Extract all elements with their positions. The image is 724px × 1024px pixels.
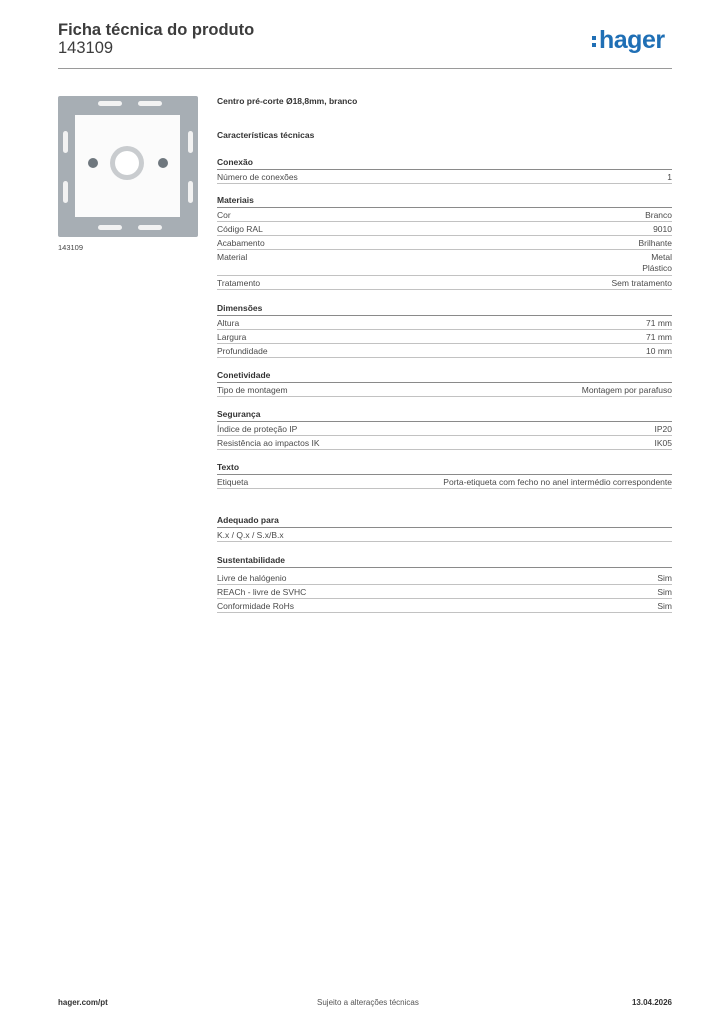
- row-key: Código RAL: [217, 224, 263, 234]
- row-value: Sim: [657, 573, 672, 583]
- row-value: Montagem por parafuso: [581, 385, 672, 395]
- row-key: REACh - livre de SVHC: [217, 587, 307, 597]
- precut-hole-icon: [110, 146, 144, 180]
- row-value: Sem tratamento: [611, 278, 672, 288]
- table-row: [217, 586, 672, 599]
- table-row: [217, 171, 672, 184]
- row-value: 10 mm: [646, 346, 672, 356]
- table-row: [217, 277, 672, 290]
- table-row: [217, 384, 672, 397]
- table-row: [217, 423, 672, 436]
- section-title-texto: Texto: [217, 462, 672, 475]
- row-key: Livre de halógenio: [217, 573, 287, 583]
- footer-notice: Sujeito a alterações técnicas: [317, 998, 419, 1007]
- frame-slot-bottom-right: [138, 225, 162, 230]
- row-key: Etiqueta: [217, 477, 249, 487]
- row-key: K.x / Q.x / S.x/B.x: [217, 530, 284, 540]
- screw-right-icon: [158, 158, 168, 168]
- frame-slot-bottom-left: [98, 225, 122, 230]
- row-key: Resistência ao impactos IK: [217, 438, 320, 448]
- table-row: [217, 345, 672, 358]
- table-row: [217, 529, 672, 542]
- frame-slot-top-right: [138, 101, 162, 106]
- row-key: Acabamento: [217, 238, 265, 248]
- frame-slot-top-left: [98, 101, 122, 106]
- header-divider: [58, 68, 672, 69]
- product-image: [58, 96, 198, 237]
- frame-slot-left-bottom: [63, 181, 68, 203]
- row-value: IP20: [654, 424, 672, 434]
- row-value: 71 mm: [646, 332, 672, 342]
- row-key: Largura: [217, 332, 247, 342]
- hager-logo: [592, 26, 665, 55]
- row-key: Altura: [217, 318, 240, 328]
- logo-text: hager: [599, 26, 665, 54]
- table-row: [217, 600, 672, 613]
- screw-left-icon: [88, 158, 98, 168]
- table-row: [217, 437, 672, 450]
- row-key: Índice de proteção IP: [217, 424, 298, 434]
- row-value: Branco: [645, 210, 672, 220]
- row-value-2: Plástico: [642, 263, 672, 273]
- section-title-adequado: Adequado para: [217, 515, 672, 528]
- section-title-dimensoes: Dimensões: [217, 303, 672, 316]
- footer-website-link[interactable]: hager.com/pt: [58, 998, 108, 1007]
- row-value: Porta-etiqueta com fecho no anel intermédio correspondente: [443, 477, 672, 487]
- row-value: IK05: [654, 438, 672, 448]
- table-row: [217, 331, 672, 344]
- table-row: [217, 251, 672, 276]
- product-code: 143109: [58, 39, 114, 57]
- frame-slot-right-top: [188, 131, 193, 153]
- footer-date: 13.04.2026: [631, 998, 672, 1007]
- row-value: Metal: [651, 252, 672, 262]
- image-caption: 143109: [58, 243, 84, 252]
- section-title-sustentabilidade: Sustentabilidade: [217, 555, 672, 568]
- row-key: Número de conexões: [217, 172, 298, 182]
- row-key: Cor: [217, 210, 231, 220]
- row-value: 71 mm: [646, 318, 672, 328]
- row-value: Brilhante: [638, 238, 672, 248]
- section-title-conetividade: Conetividade: [217, 370, 672, 383]
- row-value: Sim: [657, 587, 672, 597]
- table-row: [217, 317, 672, 330]
- frame-slot-right-bottom: [188, 181, 193, 203]
- row-key: Profundidade: [217, 346, 268, 356]
- row-value: Sim: [657, 601, 672, 611]
- table-row: [217, 237, 672, 250]
- section-title-materiais: Materiais: [217, 195, 672, 208]
- section-title-seguranca: Segurança: [217, 409, 672, 422]
- table-row: [217, 572, 672, 585]
- row-value: 1: [667, 172, 672, 182]
- frame-slot-left-top: [63, 131, 68, 153]
- row-key: Tipo de montagem: [217, 385, 288, 395]
- row-key: Conformidade RoHs: [217, 601, 295, 611]
- logo-colon-icon: [592, 33, 596, 50]
- technical-heading: Características técnicas: [217, 130, 315, 140]
- section-title-conexao: Conexão: [217, 157, 672, 170]
- row-value: 9010: [653, 224, 672, 234]
- table-row: [217, 476, 672, 489]
- row-key: Tratamento: [217, 278, 261, 288]
- table-row: [217, 223, 672, 236]
- row-key: Material: [217, 252, 248, 262]
- document-title: Ficha técnica do produto: [58, 21, 255, 39]
- product-name: Centro pré-corte Ø18,8mm, branco: [217, 96, 358, 106]
- table-row: [217, 209, 672, 222]
